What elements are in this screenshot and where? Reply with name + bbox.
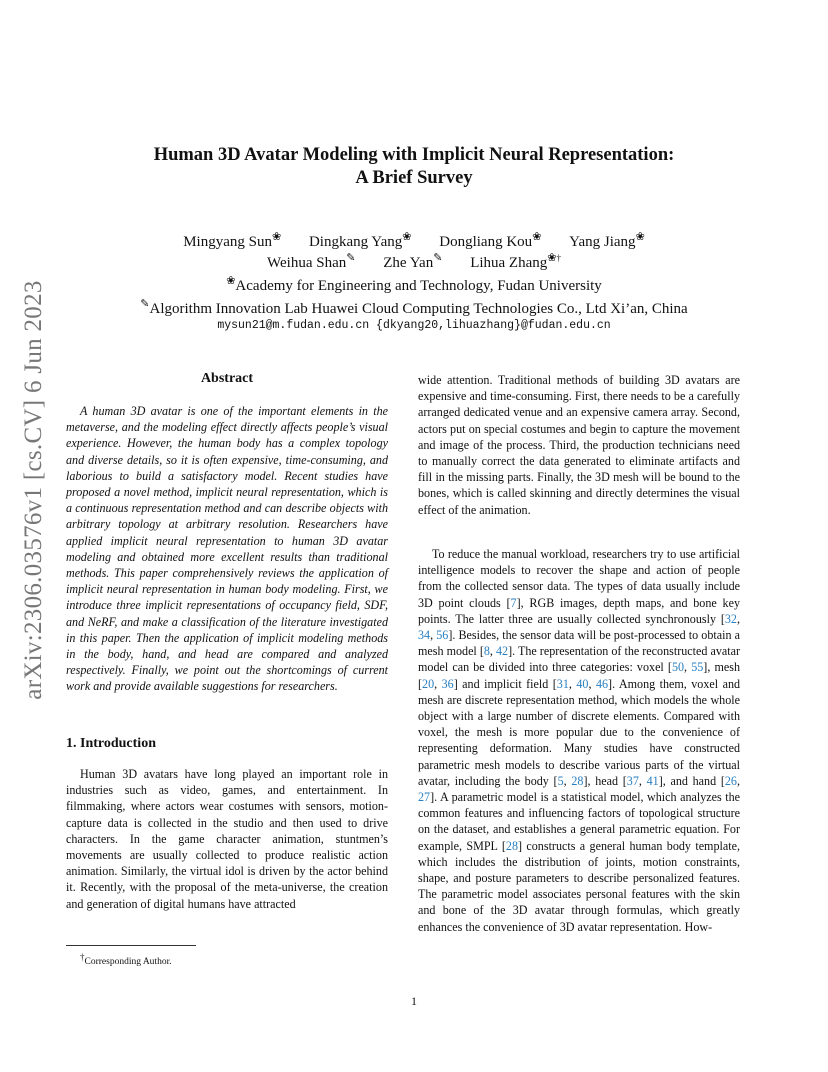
citation-link[interactable]: 28	[505, 838, 518, 853]
abstract-text: A human 3D avatar is one of the important elements in the metaverse, and the modeling effect directly affects people’s visual experience. However, the human body has a complex topology and diverse details, so it is often expensive, time-consuming, and laborious to build a satisfactory model. Recent studies have proposed a novel method, implicit neural representation, which is a continuous representation method and can describe objects with arbitrary topology at arbitrary resolution. Researchers have applied implicit neural representation to human 3D avatar modeling and obtained more excellent results than traditional methods. This paper comprehensively reviews the application of implicit neural representation in human body modeling. First, we introduce three implicit representations of occupancy field, SDF, and NeRF, and make a classification of the literature investigated in this paper. Then the application of implicit modeling methods in the body, hand, and head are compared and analyzed respectively. Finally, we point out the shortcomings of current work and provide available suggestions for researchers.	[66, 404, 388, 694]
citation-link[interactable]: 42	[496, 644, 509, 659]
footnote-rule	[66, 945, 196, 946]
right-paragraph-1: wide attention. Traditional methods of building 3D avatars are expensive and time-consuming. First, there needs to be a carefully arranged dedicated venue and an expensive camera array. Second, actors put on special costumes and begin to capture the movement and image of the process. Third, the production technicians need to manually correct the data generated to eliminate artifacts and fill in the missing parts. Finally, the 3D mesh will be bound to the bones, which is called skinning and directly determines the visual effect of the animation.	[418, 373, 740, 517]
citation-link[interactable]: 26	[724, 773, 737, 788]
citation-link[interactable]: 32	[724, 611, 737, 626]
academy-icon: ❀	[547, 252, 557, 264]
citation-link[interactable]: 7	[510, 595, 517, 610]
citation-link[interactable]: 34	[418, 628, 431, 643]
citation-link[interactable]: 56	[436, 628, 449, 643]
author-6: Zhe Yan✎	[383, 252, 443, 271]
affiliation-2: ✎Algorithm Innovation Lab Huawei Cloud Computing Technologies Co., Ltd Xi’an, China	[140, 298, 688, 317]
emails: mysun21@m.fudan.edu.cn {dkyang20,lihuazhang}@fudan.edu.cn	[217, 319, 611, 332]
abstract-heading: Abstract	[200, 371, 254, 386]
citation-link[interactable]: 50	[671, 660, 685, 675]
title-line-2: A Brief Survey	[355, 168, 473, 188]
academy-icon: ❀	[402, 231, 412, 243]
author-3: Dongliang Kou❀	[439, 231, 542, 250]
citation-link[interactable]: 37	[626, 773, 639, 788]
page-number: 1	[411, 994, 417, 1008]
citation-link[interactable]: 8	[483, 644, 490, 659]
title-line-1: Human 3D Avatar Modeling with Implicit Neural Representation:	[153, 145, 675, 165]
citation-link[interactable]: 5	[557, 773, 564, 788]
citation-link[interactable]: 55	[691, 660, 704, 675]
citation-link[interactable]: 36	[441, 676, 454, 691]
academy-icon: ❀	[271, 231, 282, 243]
citation-link[interactable]: 27	[418, 790, 431, 805]
academy-icon: ❀	[532, 231, 542, 243]
lab-icon: ✎	[346, 252, 356, 264]
citation-link[interactable]: 31	[556, 676, 569, 691]
authors-row-1	[80, 230, 748, 251]
authors-row-2	[80, 251, 748, 272]
arxiv-stamp: arXiv:2306.03576v1 [cs.CV] 6 Jun 2023	[20, 280, 47, 700]
paper-title	[80, 144, 748, 190]
academy-icon: ❀	[635, 231, 645, 243]
citation-link[interactable]: 40	[576, 676, 589, 691]
citation-link[interactable]: 28	[571, 773, 584, 788]
author-5: Weihua Shan✎	[267, 252, 356, 271]
citation-link[interactable]: 46	[595, 676, 609, 691]
lab-icon: ✎	[433, 252, 443, 264]
author-7: Lihua Zhang❀†	[470, 252, 561, 271]
intro-heading: 1. Introduction	[66, 736, 156, 751]
academy-icon: ❀	[226, 275, 236, 287]
author-4: Yang Jiang❀	[569, 231, 645, 250]
affiliation-1: ❀Academy for Engineering and Technology, Fudan University	[226, 275, 602, 294]
right-paragraph-2: To reduce the manual workload, researchers try to use artificial intelligence models to recover the shape and action of people from the collected sensor data. The types of data usually include 3D point clouds [7], RGB images, depth maps, and bone key points. The latter three are usually collected synchronously [32, 34, 56]. Besides, the sensor data will be post-processed to obtain a mesh model [8, 42]. The representation of the reconstructed avatar model can be divided into three categories: voxel [50, 55], mesh [20, 36] and implicit field [31, 40, 46]. Among them, voxel and mesh are discrete representation method, which models the whole object with a large number of discrete elements. Compared with voxel, the mesh is more popular due to the convenience of representing deformation. Many studies have constructed parametric mesh models to describe various parts of the virtual avatar, including the body [5, 28], head [37, 41], and hand [26, 27]. A parametric model is a statistical model, which analyzes the common features and influencing factors of topological structure on the dataset, and establishes a general parametric equation. For example, SMPL [28] constructs a general human body template, which includes the distribution of joints, motion constraints, shape, and posture parameters to describe personalized features. The parametric model associates personal features with the skin and bone of the 3D avatar through formulas, which greatly enhances the convenience of 3D avatar representation. How-	[418, 547, 741, 934]
lab-icon: ✎	[140, 298, 150, 310]
intro-text: Human 3D avatars have long played an important role in industries such as video, games, and entertainment. In filmmaking, where actors wear costumes with sensors, motion-capture data is collected in the studio and then used to drive characters. In the game character animation, stuntmen’s movements are usually collected to produce realistic action animation. Similarly, the virtual idol is driven by the actor behind it. Recently, with the proposal of the meta-universe, the creation and generation of digital humans have attracted	[66, 767, 388, 911]
citation-link[interactable]: 20	[422, 676, 435, 691]
footnote: †Corresponding Author.	[80, 952, 172, 968]
citation-link[interactable]: 41	[646, 773, 659, 788]
author-1: Mingyang Sun❀	[183, 231, 282, 250]
author-2: Dingkang Yang❀	[308, 231, 412, 250]
